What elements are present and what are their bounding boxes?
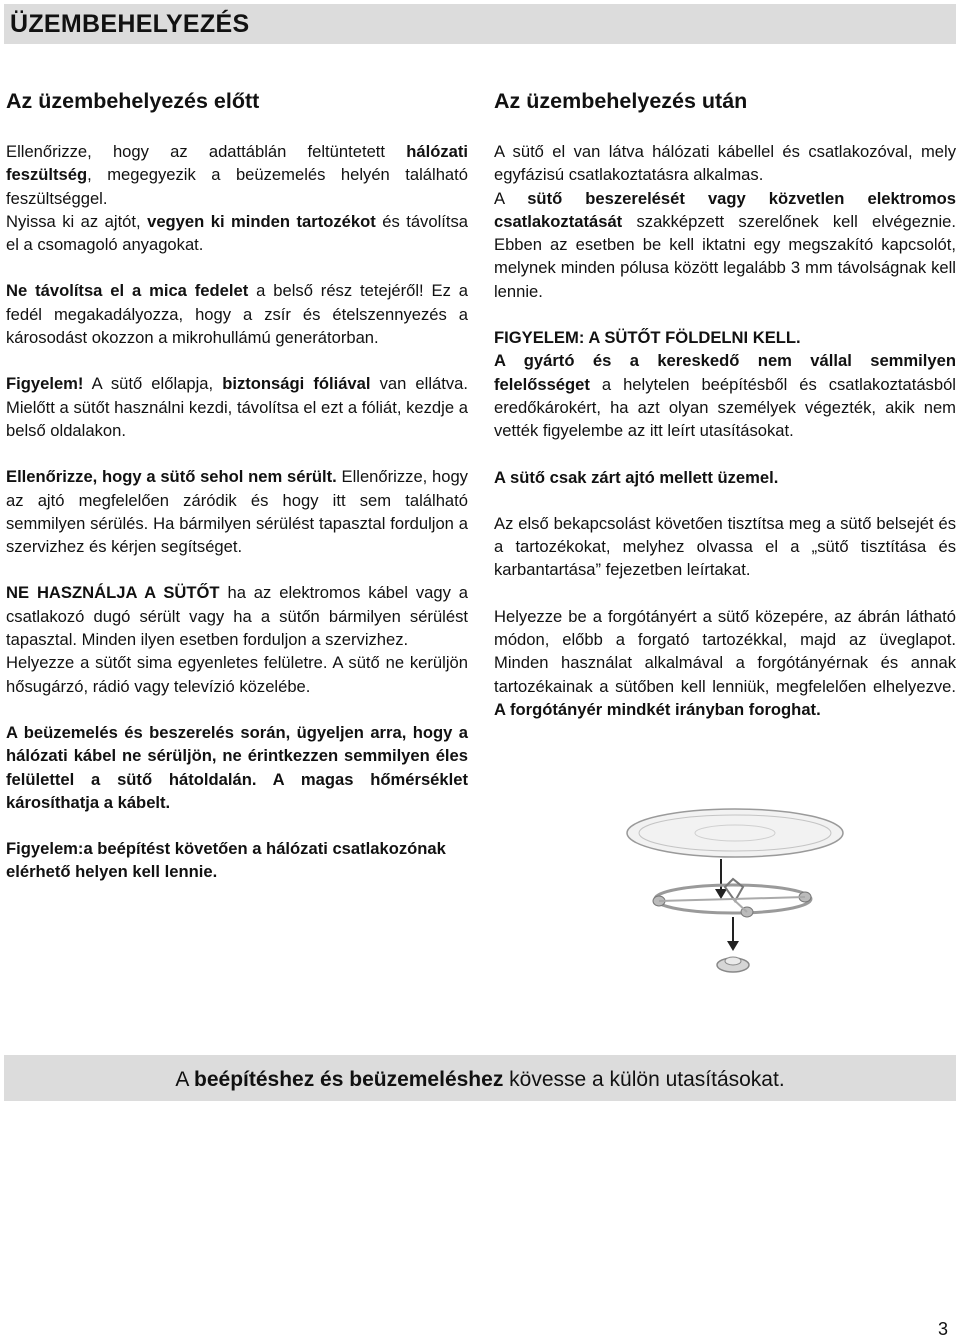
bold-run: NE HASZNÁLJA A SÜTŐT: [6, 583, 220, 603]
bold-run: biztonsági fóliával: [222, 374, 371, 394]
bold-run: A gyártó és a kereskedő nem vállal semmilyen felelősséget: [494, 351, 956, 394]
right-heading: Az üzembehelyezés után: [494, 89, 748, 113]
paragraph-cable-warning: A beüzemelés és beszerelés során, ügyeljen arra, hogy a hálózati kábel ne sérüljön, ne érintkezzen semmilyen éles felülettel a sütő hátoldalán. A magas hőmérséklet károsíthatja a kábelt.: [6, 722, 468, 812]
text-run: Helyezze be a forgótányért a sütő közepére, az ábrán látható módon, előbb a forgató tartozékkal, majd az üveglapot. Minden használat alkalmával a forgótányérnak és annak tartozékainak a sütőben kell lenniük, megfelelően elhelyezve.: [494, 606, 956, 696]
text-run: a helytelen beépítésből és csatlakoztatásból eredőkárokért, ha azt olyan személyek végezték, akik nem vették figyelembe az itt leírt utasításokat.: [494, 374, 956, 441]
bold-run: Figyelem!: [6, 374, 84, 394]
paragraph-protective-foil: [6, 372, 468, 442]
text-run: ha az elektromos kábel vagy a csatlakozó dugó sérült vagy ha a sütőn bármilyen sérülést tapasztal. Minden ilyen esetben forduljon a szervizhez.: [6, 583, 468, 650]
footer-note: [175, 1068, 784, 1091]
left-column: [6, 86, 468, 884]
paragraph-closed-door: A sütő csak zárt ajtó mellett üzemel.: [494, 467, 779, 487]
paragraph-placement: Helyezze a sütőt sima egyenletes felületre. A sütő ne kerüljön hősugárzó, rádió vagy televízió közelébe.: [6, 653, 468, 696]
bold-run: Ellenőrizze, hogy a sütő sehol nem sérült.: [6, 467, 337, 487]
paragraph-installation: [494, 187, 956, 303]
text-run: és távolítsa el a csomagoló anyagokat.: [6, 211, 469, 255]
text-run: Ellenőrizze, hogy az ajtó megfelelően záródik és hogy itt sem található semmilyen sérülés. Ha bármilyen sérülést tapasztal forduljon a szervizhez és kérjen segítséget.: [6, 467, 468, 557]
bold-run: sütő beszerelését vagy közvetlen elektromos csatlakoztatását: [494, 188, 957, 231]
page-title: ÜZEMBEHELYEZÉS: [10, 10, 250, 38]
footer-note-bar: [4, 1055, 956, 1101]
bold-run: A forgótányér mindkét irányban foroghat.: [494, 699, 821, 719]
page-number: 3: [937, 1319, 948, 1339]
paragraph-plug-access: Figyelem:a beépítést követően a hálózati csatlakozónak elérhető helyen kell lennie.: [6, 839, 446, 882]
text-run: a belső rész tetejéről! Ez a fedél megakadályozza, hogy a zsír és ételszennyezés a károsodást okozzon a mikrohullámú generátorban.: [6, 281, 468, 348]
paragraph-voltage: [6, 140, 468, 210]
section-header-bar: [4, 4, 956, 44]
bold-run: hálózati feszültség: [6, 142, 468, 185]
text-run: kövesse a külön utasításokat.: [503, 1068, 785, 1091]
paragraph-liability: [494, 349, 956, 442]
right-column: [494, 86, 956, 721]
paragraph-do-not-use: [6, 581, 468, 651]
text-run: A: [175, 1068, 195, 1091]
paragraph-mica-cover: [6, 279, 468, 349]
text-run: , megegyezik a beüzemelés helyén található feszültséggel.: [6, 165, 468, 208]
paragraph-grounding: FIGYELEM: A SÜTŐT FÖLDELNI KELL.: [494, 328, 801, 348]
text-run: szakképzett szerelőnek kell elvégeznie. Ebben az esetben be kell iktatni egy megszakító kapcsolót, melynek minden pólusa között legalább 3 mm távolságnak kell lennie.: [494, 211, 956, 301]
arrow-head: [715, 889, 727, 899]
text-run: Nyissa ki az ajtót,: [6, 211, 148, 231]
paragraph-accessories: [6, 210, 468, 257]
roller-ring: [653, 879, 811, 917]
left-heading: Az üzembehelyezés előtt: [6, 89, 260, 113]
paragraph-turntable: [494, 605, 956, 721]
paragraph-cable-plug: A sütő el van látva hálózati kábellel és csatlakozóval, mely egyfázisú csatlakoztatásra alkalmas.: [494, 142, 956, 185]
arrow-head: [727, 941, 739, 951]
paragraph-first-cleaning: Az első bekapcsolást követően tisztítsa meg a sütő belsejét és a tartozékokat, melyhez olvassa el a „sütő tisztítása és karbantartása” fejezetben leírtakat.: [494, 513, 956, 580]
bold-run: Ne távolítsa el a mica fedelet: [6, 281, 249, 301]
text-run: A sütő előlapja,: [83, 374, 223, 394]
turntable-illustration: [615, 795, 855, 995]
bold-run: vegyen ki minden tartozékot: [147, 211, 376, 231]
drive-coupling: [717, 957, 749, 972]
text-run: Ellenőrizze, hogy az adattáblán feltüntetett: [6, 142, 407, 161]
bold-run: beépítéshez és beüzemeléshez: [194, 1068, 504, 1091]
text-run: van ellátva. Mielőtt a sütőt használni kezdi, távolítsa el ezt a fóliát, kezdje a belső oldalakon.: [6, 374, 469, 440]
text-run: A: [494, 188, 528, 208]
paragraph-damage-check: [6, 465, 468, 558]
glass-plate: [627, 809, 843, 857]
